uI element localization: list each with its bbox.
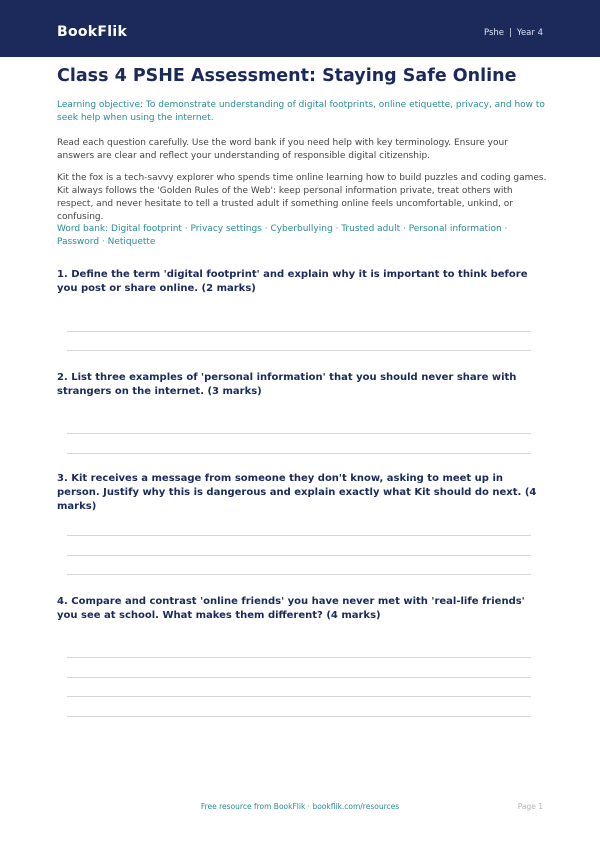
- footer-resource-link[interactable]: Free resource from BookFlik · bookflik.com/resources: [200, 802, 400, 811]
- answer-line[interactable]: [67, 350, 531, 351]
- answer-line[interactable]: [67, 453, 531, 454]
- answer-line[interactable]: [67, 535, 531, 536]
- story-text: Kit the fox is a tech-savvy explorer who spends time online learning how to build puzzles and coding games. Kit always follows the 'Golden Rules of the Web': keep personal information private, treat others with respect, and never hesitate to tell a trusted adult if something online feels uncomfortable, unkind, or confusing.: [57, 173, 547, 222]
- word-bank: Word bank: Digital footprint · Privacy settings · Cyberbullying · Trusted adult · Personal information · Password · Netiquette: [57, 224, 508, 247]
- answer-line[interactable]: [67, 331, 531, 332]
- year-label: Year 4: [516, 28, 543, 38]
- answer-line[interactable]: [67, 433, 531, 434]
- brand-logo[interactable]: BookFlik: [57, 24, 128, 40]
- subject-label: Pshe: [483, 28, 505, 38]
- instructions-text: Read each question carefully. Use the word bank if you need help with key terminology. Ensure your answers are clear and reflect your understanding of responsible digital citizenship.: [57, 138, 508, 161]
- header-meta: [484, 27, 543, 39]
- meta-separator: |: [509, 28, 512, 38]
- answer-line[interactable]: [67, 555, 531, 556]
- page-title: Class 4 PSHE Assessment: Staying Safe Online: [57, 66, 517, 86]
- answer-line[interactable]: [67, 716, 531, 717]
- question-2: 2. List three examples of 'personal information' that you should never share with strangers on the internet. (3 marks): [57, 372, 517, 397]
- answer-line[interactable]: [67, 677, 531, 678]
- page-number: Page 1: [517, 802, 543, 811]
- question-4: 4. Compare and contrast 'online friends' you have never met with 'real-life friends' you see at school. What makes them different? (4 marks): [57, 596, 525, 621]
- learning-objective: Learning objective: To demonstrate understanding of digital footprints, online etiquette, privacy, and how to seek help when using the internet.: [57, 100, 545, 123]
- header-bar: [0, 0, 600, 57]
- question-3: 3. Kit receives a message from someone they don't know, asking to meet up in person. Justify why this is dangerous and explain exactly what Kit should do next. (4 marks): [57, 473, 537, 512]
- answer-line[interactable]: [67, 574, 531, 575]
- answer-line[interactable]: [67, 696, 531, 697]
- answer-line[interactable]: [67, 657, 531, 658]
- question-1: 1. Define the term 'digital footprint' and explain why it is important to think before you post or share online. (2 marks): [57, 269, 528, 294]
